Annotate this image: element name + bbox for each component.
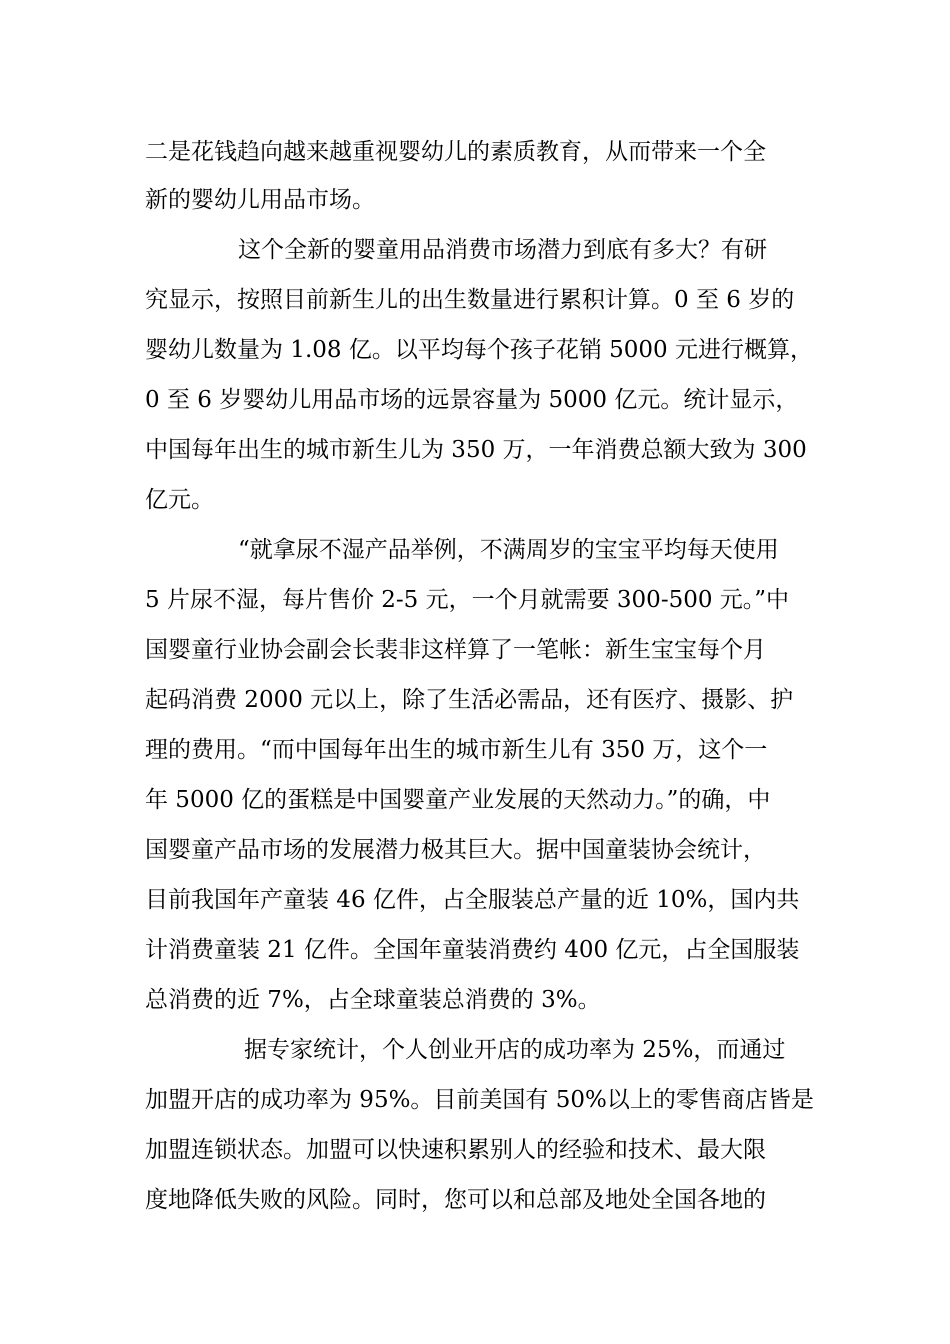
text-line: 总消费的近 7%，占全球童装总消费的 3%。 bbox=[145, 987, 601, 1013]
text-line: 加盟连锁状态。加盟可以快速积累别人的经验和技术、最大限 bbox=[145, 1137, 766, 1163]
text-line: 中国每年出生的城市新生儿为 350 万，一年消费总额大致为 300 bbox=[145, 437, 807, 463]
text-line: 0 至 6 岁婴幼儿用品市场的远景容量为 5000 亿元。统计显示， bbox=[145, 387, 799, 413]
text-line: 据专家统计，个人创业开店的成功率为 25%，而通过 bbox=[244, 1037, 786, 1063]
text-line: 婴幼儿数量为 1.08 亿。以平均每个孩子花销 5000 元进行概算， bbox=[145, 337, 813, 363]
text-line: 起码消费 2000 元以上，除了生活必需品，还有医疗、摄影、护 bbox=[145, 687, 794, 713]
text-line: 二是花钱趋向越来越重视婴幼儿的素质教育，从而带来一个全 bbox=[145, 139, 766, 165]
text-line: 年 5000 亿的蛋糕是中国婴童产业发展的天然动力。”的确，中 bbox=[145, 787, 771, 813]
text-line: 计消费童装 21 亿件。全国年童装消费约 400 亿元，占全国服装 bbox=[145, 937, 800, 963]
text-line: 国婴童产品市场的发展潜力极其巨大。据中国童装协会统计， bbox=[145, 837, 766, 863]
text-line: 加盟开店的成功率为 95%。目前美国有 50%以上的零售商店皆是 bbox=[145, 1087, 814, 1113]
text-line: 这个全新的婴童用品消费市场潜力到底有多大？有研 bbox=[238, 237, 767, 263]
text-line: “就拿尿不湿产品举例，不满周岁的宝宝平均每天使用 bbox=[238, 537, 779, 563]
text-line: 新的婴幼儿用品市场。 bbox=[145, 187, 375, 213]
text-line: 目前我国年产童装 46 亿件，占全服装总产量的近 10%，国内共 bbox=[145, 887, 800, 913]
text-line: 国婴童行业协会副会长裴非这样算了一笔帐：新生宝宝每个月 bbox=[145, 637, 766, 663]
text-line: 度地降低失败的风险。同时，您可以和总部及地处全国各地的 bbox=[145, 1187, 766, 1213]
text-line: 理的费用。“而中国每年出生的城市新生儿有 350 万，这个一 bbox=[145, 737, 768, 763]
text-line: 亿元。 bbox=[145, 487, 214, 513]
text-line: 究显示，按照目前新生儿的出生数量进行累积计算。0 至 6 岁的 bbox=[145, 287, 795, 313]
text-line: 5 片尿不湿，每片售价 2-5 元，一个月就需要 300-500 元。”中 bbox=[145, 587, 790, 613]
